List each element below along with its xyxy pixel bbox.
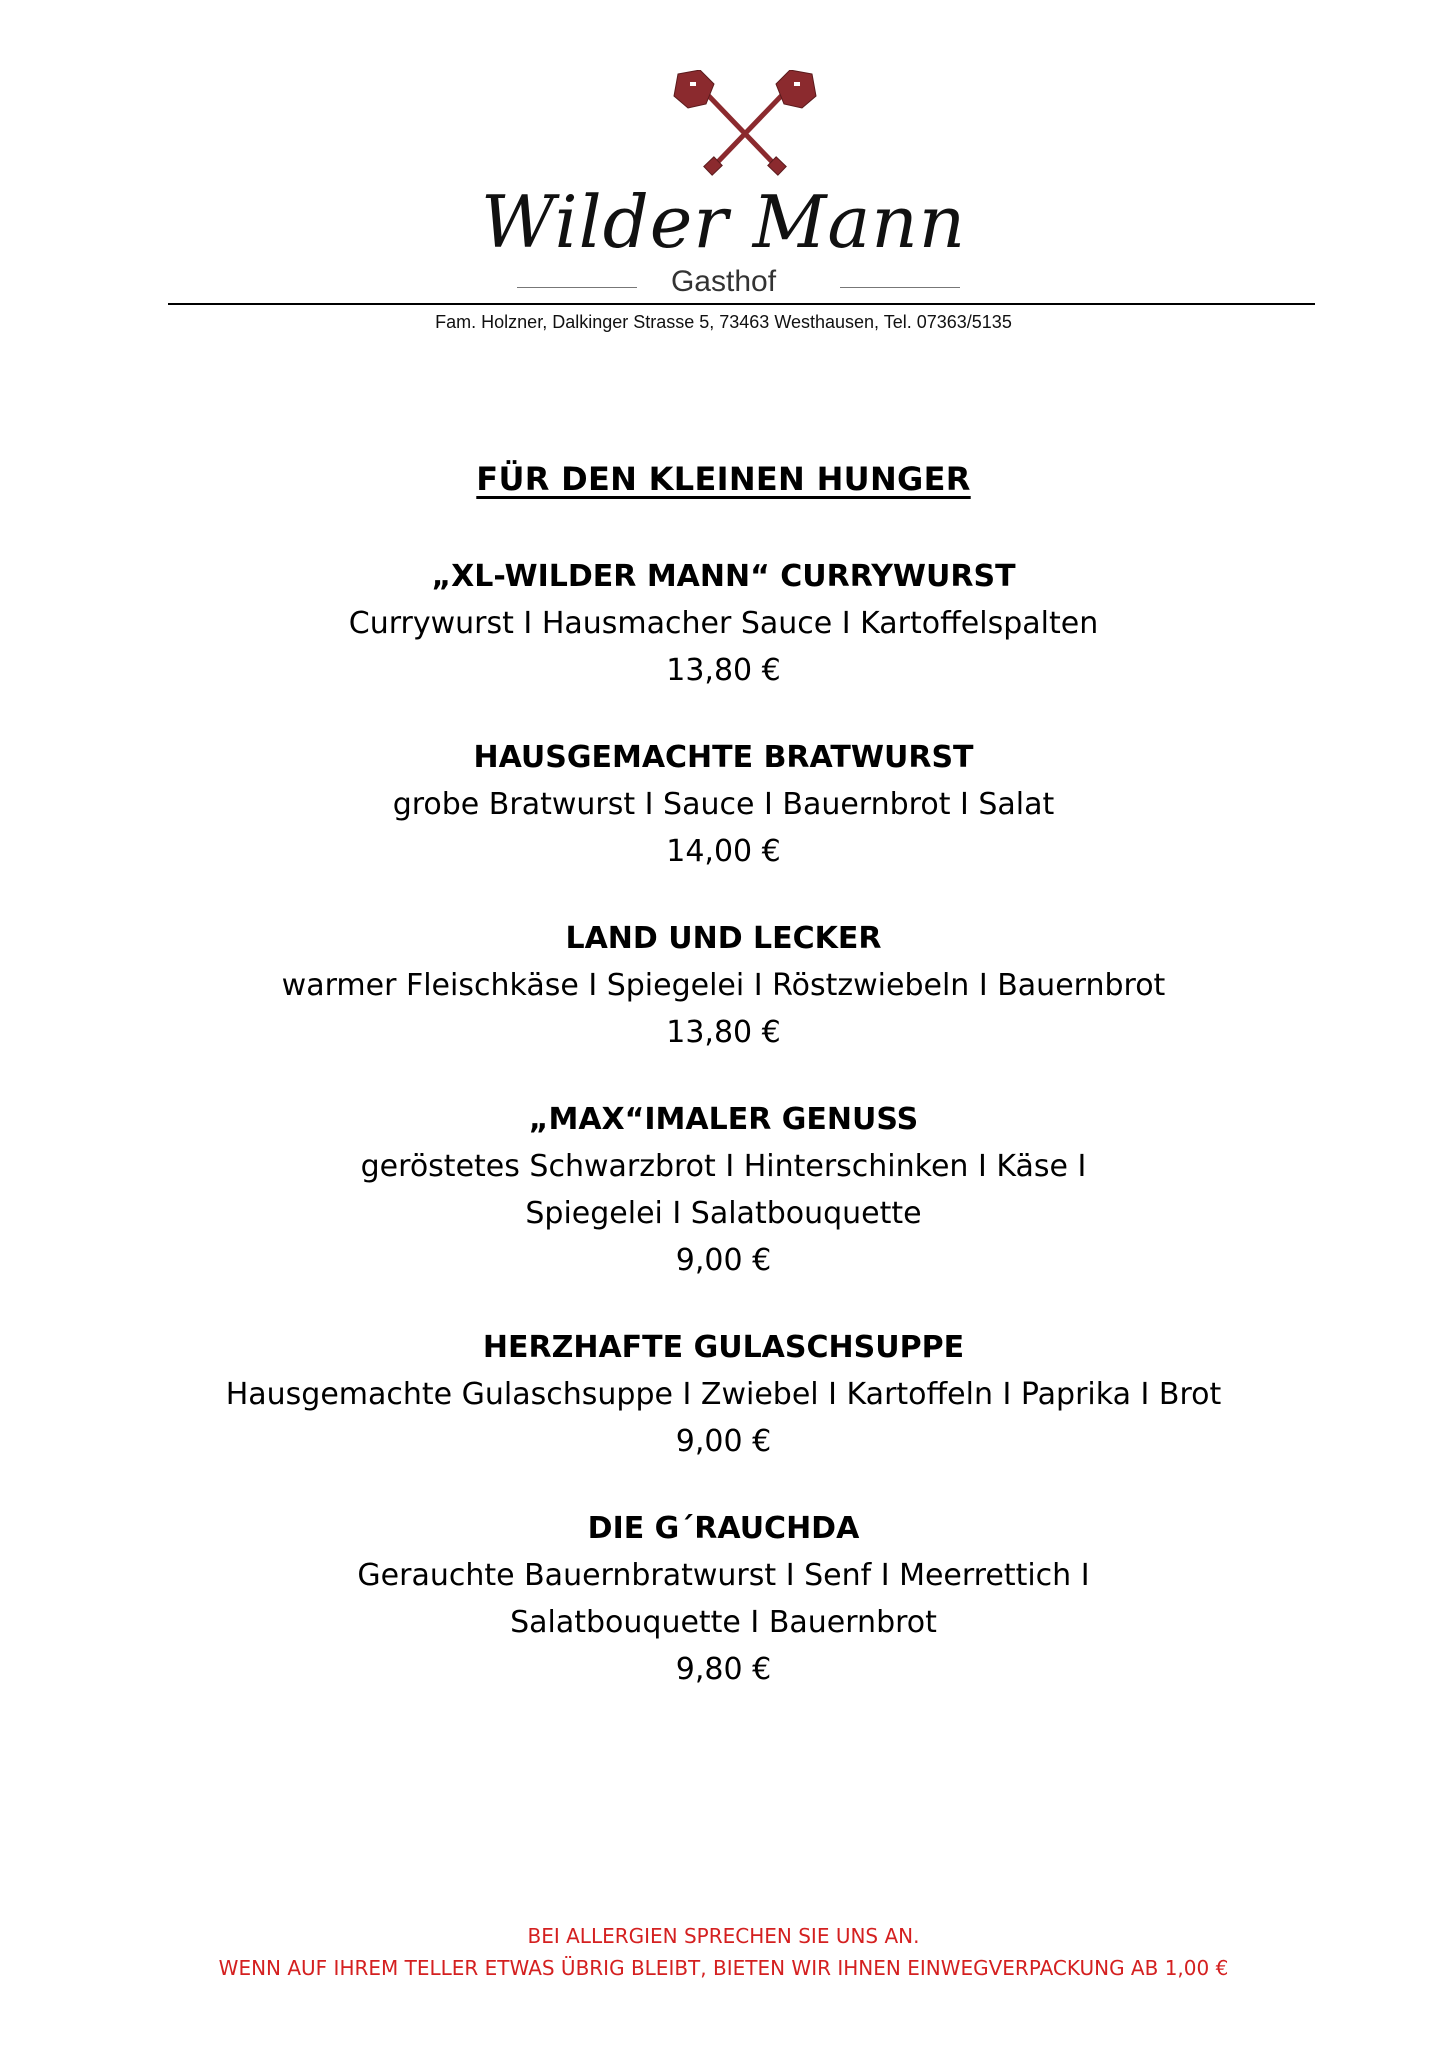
menu-item-price: 13,80 € bbox=[666, 653, 781, 688]
brand-sub-divider-right bbox=[840, 287, 960, 288]
menu-item-description: grobe Bratwurst I Sauce I Bauernbrot I Salat bbox=[392, 787, 1055, 822]
menu-item-name: LAND UND LECKER bbox=[565, 921, 882, 956]
menu-item-description: Salatbouquette I Bauernbrot bbox=[510, 1605, 937, 1640]
menu-item bbox=[0, 1505, 1447, 1693]
menu-item bbox=[0, 553, 1447, 694]
menu-item-name: „MAX“IMALER GENUSS bbox=[528, 1102, 919, 1137]
menu-item-description: warmer Fleischkäse I Spiegelei I Röstzwiebeln I Bauernbrot bbox=[281, 968, 1166, 1003]
menu-item bbox=[0, 734, 1447, 875]
menu-item-price: 9,00 € bbox=[675, 1243, 772, 1278]
menu-item-name: „XL-WILDER MANN“ CURRYWURST bbox=[431, 559, 1016, 594]
brand-sub-row bbox=[0, 265, 1447, 299]
menu-item bbox=[0, 1096, 1447, 1284]
address: Fam. Holzner, Dalkinger Strasse 5, 73463 Westhausen, Tel. 07363/5135 bbox=[435, 312, 1012, 332]
menu-item-price: 14,00 € bbox=[666, 834, 781, 869]
brand-name: Wilder Mann bbox=[480, 180, 967, 264]
takeaway-notice: WENN AUF IHREM TELLER ETWAS ÜBRIG BLEIBT, BIETEN WIR IHNEN EINWEGVERPACKUNG AB 1,00 € bbox=[218, 1956, 1229, 1980]
menu-item-price: 9,00 € bbox=[675, 1424, 772, 1459]
allergy-notice: BEI ALLERGIEN SPRECHEN SIE UNS AN. bbox=[527, 1924, 920, 1948]
menu-item-price: 13,80 € bbox=[666, 1015, 781, 1050]
header bbox=[0, 0, 1447, 360]
menu bbox=[0, 460, 1447, 1733]
menu-item-description: geröstetes Schwarzbrot I Hinterschinken I Käse I bbox=[360, 1149, 1087, 1184]
menu-item-description: Gerauchte Bauernbratwurst I Senf I Meerrettich I bbox=[357, 1558, 1090, 1593]
brand-subtitle: Gasthof bbox=[670, 265, 777, 298]
menu-item-name: DIE G´RAUCHDA bbox=[587, 1511, 860, 1546]
section-title: FÜR DEN KLEINEN HUNGER bbox=[476, 460, 971, 498]
menu-item-description: Spiegelei I Salatbouquette bbox=[525, 1196, 922, 1231]
menu-item-name: HAUSGEMACHTE BRATWURST bbox=[473, 740, 974, 775]
header-divider bbox=[168, 303, 1315, 305]
menu-item bbox=[0, 1324, 1447, 1465]
menu-item bbox=[0, 915, 1447, 1056]
crossed-axes-icon bbox=[670, 70, 820, 180]
menu-item-price: 9,80 € bbox=[675, 1652, 772, 1687]
menu-item-description: Currywurst I Hausmacher Sauce I Kartoffelspalten bbox=[348, 606, 1099, 641]
menu-item-name: HERZHAFTE GULASCHSUPPE bbox=[482, 1330, 965, 1365]
menu-item-description: Hausgemachte Gulaschsuppe I Zwiebel I Kartoffeln I Paprika I Brot bbox=[225, 1377, 1222, 1412]
footer-notice bbox=[0, 1920, 1447, 1984]
